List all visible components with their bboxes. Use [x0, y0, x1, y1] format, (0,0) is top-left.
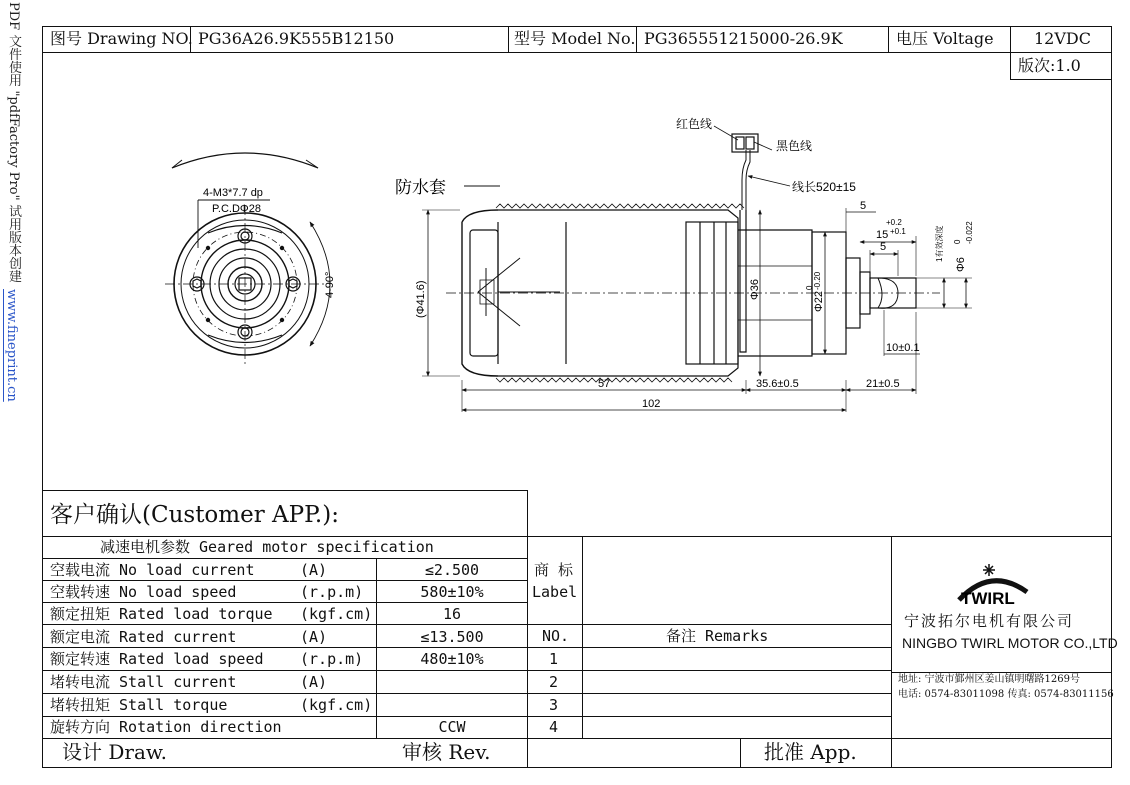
spec-row-line: [42, 647, 891, 648]
spec-row-unit: (kgf.cm): [300, 605, 373, 623]
model-number-label: 型号 Model No.: [514, 29, 636, 48]
black-wire-label: 黑色线: [776, 139, 813, 153]
drawing-number-value: PG36A26.9K555B12150: [198, 29, 395, 48]
company-address: 地址: 宁波市鄞州区姜山镇明曙路1269号: [898, 674, 1080, 685]
spec-row-line: [42, 624, 891, 625]
remark-number: 2: [549, 673, 559, 691]
remark-number: 3: [549, 696, 559, 714]
footer-top-line: [42, 738, 1112, 739]
wire-length-label: 线长520±15: [792, 180, 856, 194]
remark-number: 1: [549, 650, 559, 668]
voltage-value: 12VDC: [1034, 29, 1091, 48]
dim-6-tol-dn: -0.022: [965, 221, 974, 244]
dim-5-key: 5: [880, 241, 887, 253]
spec-row-name: 额定扭矩 Rated load torque: [50, 605, 273, 623]
sleeve-label: 防水套: [395, 178, 446, 197]
spec-row-unit: (A): [300, 561, 328, 579]
spec-row-name: 空载电流 No load current: [50, 561, 255, 579]
spec-row-line: [42, 693, 891, 694]
label-cn: 商 标: [534, 561, 574, 579]
spec-row-value: 480±10%: [420, 650, 484, 668]
spec-row-name: 额定电流 Rated current: [50, 628, 237, 646]
spec-row-unit: (A): [300, 673, 328, 691]
spec-row-line: [42, 602, 528, 603]
spec-row-unit: (kgf.cm): [300, 696, 373, 714]
spec-row-unit: (r.p.m): [300, 583, 364, 601]
front-pcd-label: P.C.DΦ28: [212, 203, 261, 215]
company-name-en: NINGBO TWIRL MOTOR CO.,LTD: [902, 635, 1118, 651]
version-label: 版次:1.0: [1018, 56, 1081, 75]
dim-35-6: 35.6±0.5: [756, 378, 799, 390]
spec-row-value: CCW: [438, 718, 466, 736]
spec-row-line: [42, 580, 528, 581]
spec-row-value: ≤2.500: [424, 561, 480, 579]
front-angle-label: 4-90°: [324, 271, 336, 298]
footer-sep: [740, 738, 741, 768]
side-view: [422, 126, 972, 412]
front-holes-label: 4-M3*7.7 dp: [203, 187, 263, 199]
dim-10: 10±0.1: [886, 342, 920, 354]
spec-header-line: [42, 558, 528, 559]
spec-row-unit: (A): [300, 628, 328, 646]
fineprint-link[interactable]: www.fineprint.cn: [4, 288, 19, 402]
dim-22: Φ22: [813, 290, 825, 312]
pdf-watermark-text: PDF 文件使用 "pdfFactory Pro" 试用版本创建: [6, 2, 21, 283]
company-phone: 电话: 0574-83011098 传真: 0574-83011156: [898, 689, 1114, 700]
remarks-header: 备注 Remarks: [666, 627, 769, 645]
dim-15-tol-up: +0.2: [886, 218, 902, 227]
design-draw-label: 设计 Draw.: [62, 740, 167, 764]
dim-15-tol-dn: +0.1: [890, 227, 906, 236]
spec-row-name: 额定转速 Rated load speed: [50, 650, 264, 668]
spec-row-unit: (r.p.m): [300, 650, 364, 668]
spec-row-name: 空载转速 No load speed: [50, 583, 237, 601]
model-number-value: PG365551215000-26.9K: [644, 29, 843, 48]
drawing-number-label: 图号 Drawing NO.: [50, 29, 193, 48]
dim-102: 102: [642, 398, 661, 410]
front-view: [165, 153, 330, 365]
dim-6-tol-up: 0: [953, 239, 962, 244]
spec-row-name: 堵转扭矩 Stall torque: [50, 696, 228, 714]
dim-57: 57: [598, 378, 611, 390]
no-header: NO.: [542, 627, 570, 645]
spec-row-name: 旋转方向 Rotation direction: [50, 718, 282, 736]
spec-row-name: 堵转电流 Stall current: [50, 673, 237, 691]
flat-depth-label: 1有效深度: [935, 225, 944, 262]
dim-36: Φ36: [749, 278, 761, 300]
dim-22-tol-up: 0: [805, 285, 814, 290]
spec-row-value: 580±10%: [420, 583, 484, 601]
spec-header: 减速电机参数 Geared motor specification: [100, 538, 434, 556]
spec-row-line: [42, 670, 891, 671]
label-sep: [582, 536, 583, 738]
customer-top-line: [42, 490, 528, 491]
dim-15: 15: [876, 229, 889, 241]
dim-5-top: 5: [860, 200, 867, 212]
dim-41-6: (Φ41.6): [415, 280, 427, 318]
voltage-label: 电压 Voltage: [896, 29, 994, 48]
dim-6: Φ6: [955, 257, 967, 272]
red-wire-label: 红色线: [676, 117, 713, 131]
company-sep: [891, 536, 892, 768]
spec-row-value: ≤13.500: [420, 628, 484, 646]
label-en: Label: [532, 583, 578, 601]
approve-label: 批准 App.: [764, 740, 857, 764]
dim-22-tol-dn: -0.20: [813, 271, 822, 290]
remark-number: 4: [549, 718, 559, 736]
logo-text: TWIRL: [961, 589, 1015, 608]
dim-21: 21±0.5: [866, 378, 900, 390]
company-logo: [955, 560, 1035, 608]
customer-approval-title: 客户确认(Customer APP.):: [50, 502, 339, 528]
company-name-cn: 宁波拓尔电机有限公司: [904, 612, 1075, 630]
spec-row-value: 16: [442, 605, 462, 623]
review-label: 审核 Rev.: [402, 740, 491, 764]
